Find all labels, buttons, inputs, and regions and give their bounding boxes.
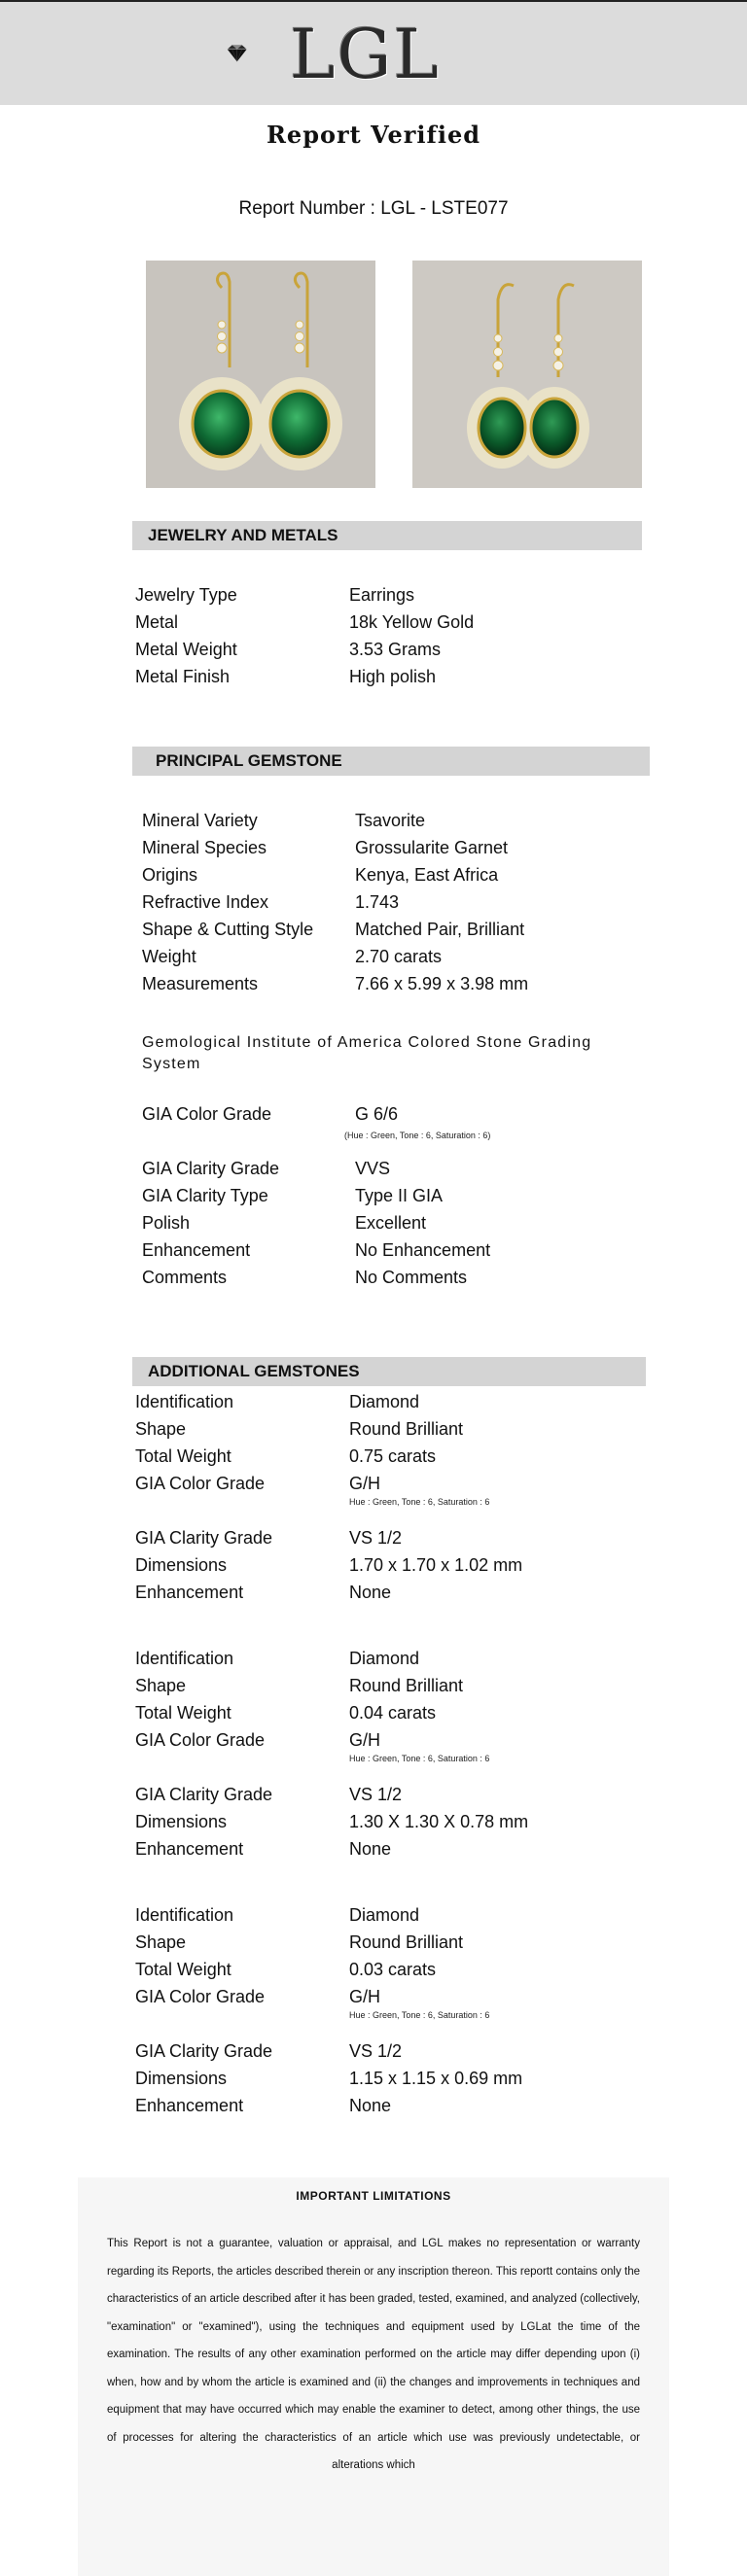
row-label: Total Weight <box>135 1446 231 1466</box>
row-value: 0.75 carats <box>349 1446 437 1466</box>
table-row <box>142 807 648 834</box>
table-row <box>135 2037 641 2065</box>
row-label: Polish <box>142 1213 191 1233</box>
table-row <box>142 970 648 997</box>
table-row <box>135 1672 641 1699</box>
table-row <box>135 1983 641 2010</box>
row-value: Excellent <box>355 1213 427 1233</box>
table-row <box>135 581 641 609</box>
row-label: Metal Weight <box>135 640 237 659</box>
row-value: VVS <box>355 1159 391 1178</box>
table-row <box>135 1699 641 1726</box>
row-label: Dimensions <box>135 1812 228 1831</box>
row-value: VS 1/2 <box>349 2041 403 2061</box>
color-grade-note: Hue : Green, Tone : 6, Saturation : 6 <box>349 1754 490 1763</box>
row-label: GIA Clarity Grade <box>135 1528 273 1548</box>
row-value: 7.66 x 5.99 x 3.98 mm <box>355 974 529 993</box>
table-row <box>142 1209 648 1236</box>
table-row <box>135 1645 641 1672</box>
row-label: Shape <box>135 1676 187 1695</box>
page-title: Report Verified <box>266 121 481 149</box>
table-row <box>135 609 641 636</box>
table-row <box>135 1415 641 1443</box>
table-row <box>142 1264 648 1291</box>
principal-gemstone-table <box>142 807 648 997</box>
site-header <box>0 0 747 105</box>
row-label: Refractive Index <box>142 892 269 912</box>
row-value: 3.53 Grams <box>349 640 442 659</box>
important-limitations-panel <box>78 2177 669 2576</box>
row-label: Measurements <box>142 974 259 993</box>
table-row <box>135 1781 641 1808</box>
row-label: Mineral Species <box>142 838 267 857</box>
row-value: G/H <box>349 1474 381 1493</box>
row-value: 0.04 carats <box>349 1703 437 1723</box>
row-label: Identification <box>135 1649 234 1668</box>
table-row <box>135 1901 641 1929</box>
row-label: Comments <box>142 1268 228 1287</box>
principal-color-grade <box>142 1100 648 1128</box>
jewelry-metals-table <box>135 581 641 690</box>
row-label: GIA Color Grade <box>135 1987 266 2006</box>
additional-stone-2 <box>135 1645 641 1754</box>
table-row <box>142 916 648 943</box>
additional-stone-3-more <box>135 2037 641 2119</box>
table-row <box>142 834 648 861</box>
row-value: 1.70 x 1.70 x 1.02 mm <box>349 1555 523 1575</box>
row-label: Enhancement <box>135 1839 244 1859</box>
row-label: Dimensions <box>135 1555 228 1575</box>
row-label: Shape <box>135 1419 187 1439</box>
table-row <box>135 1835 641 1862</box>
limitations-title: IMPORTANT LIMITATIONS <box>296 2189 451 2203</box>
row-label: GIA Clarity Grade <box>135 1785 273 1804</box>
table-row <box>135 1726 641 1754</box>
row-value: Type II GIA <box>355 1186 444 1205</box>
additional-stone-1 <box>135 1388 641 1497</box>
row-value: None <box>349 2096 392 2115</box>
row-label: Metal <box>135 612 179 632</box>
row-label: Mineral Variety <box>142 811 258 830</box>
row-label: Weight <box>142 947 196 966</box>
row-label: Dimensions <box>135 2069 228 2088</box>
row-label: Shape & Cutting Style <box>142 920 314 939</box>
table-row <box>135 1579 641 1606</box>
row-label: Metal Finish <box>135 667 231 686</box>
row-value: 1.15 x 1.15 x 0.69 mm <box>349 2069 523 2088</box>
row-value: 0.03 carats <box>349 1960 437 1979</box>
table-row <box>142 943 648 970</box>
table-row <box>135 1808 641 1835</box>
row-value: Grossularite Garnet <box>355 838 509 857</box>
row-value: G 6/6 <box>355 1104 399 1124</box>
earrings-front-photo <box>146 261 375 488</box>
additional-gemstones-header: ADDITIONAL GEMSTONES <box>132 1357 646 1386</box>
row-label: GIA Color Grade <box>135 1730 266 1750</box>
table-row <box>135 1524 641 1551</box>
color-grade-note: (Hue : Green, Tone : 6, Saturation : 6) <box>344 1131 491 1140</box>
table-row <box>135 1956 641 1983</box>
table-row <box>135 1929 641 1956</box>
row-label: Identification <box>135 1392 234 1411</box>
earrings-side-photo <box>412 261 642 488</box>
row-value: High polish <box>349 667 437 686</box>
row-value: Diamond <box>349 1392 420 1411</box>
table-row <box>135 1551 641 1579</box>
row-value: Round Brilliant <box>349 1932 464 1952</box>
table-row <box>135 1470 641 1497</box>
table-row <box>142 1155 648 1182</box>
row-label: Identification <box>135 1905 234 1925</box>
principal-gemstone-table-2 <box>142 1155 648 1291</box>
row-label: Origins <box>142 865 198 885</box>
report-number: Report Number : LGL - LSTE077 <box>238 198 509 219</box>
row-label: GIA Color Grade <box>135 1474 266 1493</box>
table-row <box>135 1443 641 1470</box>
table-row <box>142 1100 648 1128</box>
table-row <box>142 861 648 888</box>
row-value: 2.70 carats <box>355 947 443 966</box>
table-row <box>142 1182 648 1209</box>
row-label: Enhancement <box>135 2096 244 2115</box>
row-label: Total Weight <box>135 1960 231 1979</box>
row-value: Tsavorite <box>355 811 426 830</box>
additional-stone-3 <box>135 1901 641 2010</box>
color-grade-note: Hue : Green, Tone : 6, Saturation : 6 <box>349 2010 490 2020</box>
row-value: Round Brilliant <box>349 1676 464 1695</box>
row-label: GIA Clarity Grade <box>142 1159 280 1178</box>
row-value: G/H <box>349 1730 381 1750</box>
table-row <box>135 663 641 690</box>
row-value: None <box>349 1583 392 1602</box>
row-value: Earrings <box>349 585 415 605</box>
row-label: GIA Color Grade <box>142 1104 272 1124</box>
jewelry-metals-header: JEWELRY AND METALS <box>132 521 642 550</box>
row-label: Enhancement <box>142 1240 251 1260</box>
table-row <box>142 888 648 916</box>
row-label: Total Weight <box>135 1703 231 1723</box>
row-value: None <box>349 1839 392 1859</box>
row-label: Shape <box>135 1932 187 1952</box>
row-label: Jewelry Type <box>135 585 237 605</box>
row-value: Diamond <box>349 1905 420 1925</box>
gia-grading-system-note: Gemological Institute of America Colored Stone Grading System <box>142 1034 592 1072</box>
additional-stone-2-more <box>135 1781 641 1862</box>
table-row <box>135 1388 641 1415</box>
row-label: Enhancement <box>135 1583 244 1602</box>
row-value: Kenya, East Africa <box>355 865 499 885</box>
limitations-text: This Report is not a guarantee, valuation or appraisal, and LGL makes no representation or warranty regarding its Reports, the articles described therein or any inscription thereon. This reportt contains only the characteristics of an article described after it has been graded, tested, examined, and analyzed (collectively, "examination" or "examined"), using the techniques and equipment used by LGLat the time of the examination. The results of any other examination performed on the article may differ depending upon (i) when, how and by whom the article is examined and (ii) the changes and improvements in techniques and equipment that may have occurred which may enable the examiner to detect, among other things, the use of processes for altering the characteristics of an article which use was previously undetectable, or alterations which <box>107 2238 640 2471</box>
table-row <box>142 1236 648 1264</box>
row-value: Round Brilliant <box>349 1419 464 1439</box>
principal-gemstone-header: PRINCIPAL GEMSTONE <box>132 747 650 776</box>
row-label: GIA Clarity Type <box>142 1186 268 1205</box>
row-value: 1.30 X 1.30 X 0.78 mm <box>349 1812 529 1831</box>
row-value: 18k Yellow Gold <box>349 612 475 632</box>
row-value: No Comments <box>355 1268 468 1287</box>
table-row <box>135 2065 641 2092</box>
additional-stone-1-more <box>135 1524 641 1606</box>
row-value: VS 1/2 <box>349 1528 403 1548</box>
color-grade-note: Hue : Green, Tone : 6, Saturation : 6 <box>349 1497 490 1507</box>
row-value: Matched Pair, Brilliant <box>355 920 525 939</box>
row-label: GIA Clarity Grade <box>135 2041 273 2061</box>
row-value: 1.743 <box>355 892 400 912</box>
table-row <box>135 636 641 663</box>
table-row <box>135 2092 641 2119</box>
brand-logo-text: LGL <box>290 15 441 94</box>
row-value: Diamond <box>349 1649 420 1668</box>
row-value: No Enhancement <box>355 1240 491 1260</box>
row-value: VS 1/2 <box>349 1785 403 1804</box>
row-value: G/H <box>349 1987 381 2006</box>
